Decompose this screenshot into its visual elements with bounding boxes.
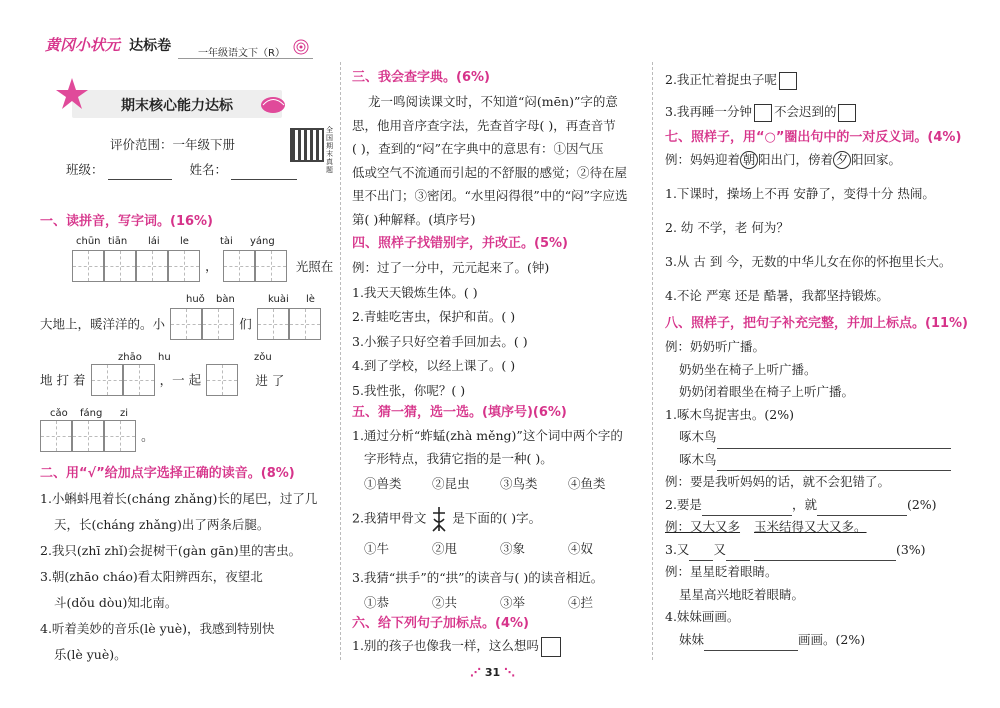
score: (2%)	[906, 496, 937, 512]
option: ④鱼类	[568, 476, 606, 491]
write-box[interactable]	[257, 308, 289, 340]
text: ，一 起	[159, 372, 202, 388]
write-box[interactable]	[206, 364, 238, 396]
pinyin: hu	[158, 352, 171, 363]
question-line: 天，长(cháng zhǎng)出了两条后腿。	[54, 517, 270, 532]
question-line: 1.通过分析“蚱蜢(zhà měng)”这个词中两个字的	[352, 428, 623, 443]
page-number: ⋰ 31 ⋱	[470, 666, 515, 679]
section-8-title: 八、照样子，把句子补充完整，并加上标点。(11%)	[665, 316, 968, 331]
circled-word: 夕	[833, 151, 851, 169]
name-label: 姓名：	[189, 162, 227, 177]
answer-field[interactable]	[817, 499, 907, 516]
answer-prefix: 妹妹	[679, 631, 705, 647]
shell-icon	[290, 38, 312, 56]
answer-field[interactable]	[704, 634, 798, 651]
options-row	[352, 537, 647, 560]
write-box[interactable]	[91, 364, 123, 396]
question-line: 3.小猴子只好空着手回加去。( )	[352, 333, 528, 349]
pinyin: huǒ	[186, 294, 205, 305]
write-box[interactable]	[40, 420, 72, 452]
score: (3%)	[895, 541, 926, 557]
option: ④拦	[568, 595, 594, 610]
brand-logo	[45, 34, 171, 55]
question-line[interactable]: 4.不论 严寒 还是 酷暑，我都坚持锻炼。	[665, 288, 889, 303]
question-line[interactable]: 2. 幼 不学，老 何为？	[665, 220, 789, 235]
answer-line	[665, 426, 965, 449]
oracle-bone-glyph-icon	[430, 505, 448, 533]
pinyin: cǎo	[50, 408, 68, 419]
pinyin: kuài	[268, 294, 289, 305]
write-box[interactable]	[136, 250, 168, 282]
question-line: 第( )种解释。(填序号)	[352, 211, 476, 227]
example-text: 阳回家。	[851, 152, 902, 167]
option: ①牛	[364, 541, 390, 556]
punct-box[interactable]	[838, 104, 856, 122]
option: ①恭	[364, 595, 390, 610]
answer-prefix: 3.又	[665, 541, 690, 557]
question-line: 龙一鸣阅读课文时，不知道“闷(mēn)”字的意	[368, 94, 618, 109]
option: ②甩	[432, 541, 458, 556]
text: 光照在	[295, 258, 334, 274]
answer-prefix: 啄木鸟	[679, 451, 717, 467]
text: 们	[239, 316, 252, 332]
example-line	[665, 516, 965, 539]
example-line: 例：要是我听妈妈的话，就不会犯错了。	[665, 474, 891, 489]
punct-box[interactable]	[754, 104, 772, 122]
page-number-text: 31	[484, 666, 501, 679]
question-line: 字形特点，我猜它指的是一种( )。	[364, 451, 553, 466]
question-line: 1.小蝌蚪甩着长(cháng zhǎng)长的尾巴，过了几	[40, 491, 318, 506]
subject-tab	[178, 44, 313, 59]
question-line: 低或空气不流通而引起的不舒服的感觉；②待在屋	[352, 164, 628, 180]
class-field[interactable]	[108, 165, 172, 180]
question-line: 1.啄木鸟捉害虫。(2%)	[665, 406, 795, 422]
example-line: 例：奶奶听广播。	[665, 339, 766, 354]
question-line: 斗(dǒu dòu)知北南。	[54, 595, 178, 610]
text: 。	[141, 428, 154, 444]
example-line: 星星高兴地眨着眼睛。	[679, 586, 805, 602]
write-box[interactable]	[104, 420, 136, 452]
banner	[72, 90, 282, 118]
text: ，	[205, 258, 218, 274]
answer-prefix: 画画。(2%)	[798, 631, 866, 647]
example-line: 奶奶闭着眼坐在椅子上听广播。	[679, 384, 855, 399]
write-box[interactable]	[72, 420, 104, 452]
section-4-body	[352, 256, 647, 403]
brand-name: 黄冈小状元	[45, 36, 121, 54]
text: 进 了	[255, 372, 285, 388]
pinyin: fáng	[80, 408, 103, 419]
example-text: 阳出门，傍着	[758, 152, 834, 167]
section-7-body	[665, 150, 965, 310]
write-row-2	[40, 308, 321, 340]
pinyin: chūn	[76, 236, 101, 247]
write-box[interactable]	[202, 308, 234, 340]
pinyin: lè	[306, 294, 315, 305]
option: ②昆虫	[432, 476, 470, 491]
question-line: 3.朝(zhāo cháo)看太阳辨西东，夜望北	[40, 569, 263, 584]
pinyin: lái	[148, 236, 160, 247]
question-line	[352, 505, 647, 533]
question-line: 里不出门；③密闭。“水里闷得很”中的“闷”字应选	[352, 188, 628, 203]
question-text: 不会迟到的	[773, 104, 837, 119]
question-line: 思，他用音序查字法，先查首字母( )，再查音节	[352, 117, 616, 133]
question-text: 1.别的孩子也像我一样，这么想吗	[352, 638, 539, 653]
write-box[interactable]	[104, 250, 136, 282]
write-box[interactable]	[289, 308, 321, 340]
example-line: 例：星星眨着眼睛。	[665, 564, 778, 579]
example-text: 例：又大又多	[665, 519, 741, 534]
text: 地 打 着	[40, 372, 86, 388]
question-line: 4.听着美妙的音乐(lè yuè)，我感到特别快	[40, 621, 275, 636]
divider-left	[340, 62, 341, 660]
section-2-body	[40, 486, 330, 668]
write-row-3	[40, 364, 284, 396]
answer-field[interactable]	[689, 544, 713, 561]
example-line: 奶奶坐在椅子上听广播。	[679, 361, 817, 377]
options-row	[352, 591, 647, 614]
answer-field[interactable]	[726, 544, 750, 561]
pinyin: zhāo	[118, 352, 142, 363]
answer-prefix: 啄木鸟	[679, 429, 717, 444]
punct-box[interactable]	[541, 637, 561, 657]
answer-field[interactable]	[702, 499, 792, 516]
question-line: 4.妹妹画画。	[665, 609, 740, 624]
answer-prefix: 又	[713, 541, 726, 557]
section-6-cont	[665, 64, 858, 128]
circled-word: 朝	[740, 151, 758, 169]
section-6-q1	[352, 636, 563, 657]
question-line: 3.我猜“拱手”的“拱”的读音与( )的读音相近。	[352, 570, 604, 585]
options-row	[352, 472, 647, 495]
pinyin: zǒu	[254, 352, 272, 363]
question-line[interactable]: 3.从 古 到 今，无数的中华儿女在你的怀抱里长大。	[665, 254, 952, 269]
write-box[interactable]	[170, 308, 202, 340]
question-line: 1.我天天锻炼生体。( )	[352, 284, 478, 300]
subject-label: 一年级语文下（R）	[198, 48, 285, 59]
example-line: 例：过了一分中，元元起来了。(钟)	[352, 260, 550, 275]
divider-right	[652, 62, 653, 660]
answer-line	[665, 449, 965, 472]
write-box[interactable]	[223, 250, 255, 282]
question-text: 3.我再睡一分钟	[665, 104, 752, 119]
question-line	[665, 64, 858, 96]
pinyin: zi	[120, 408, 129, 419]
conch-icon	[258, 92, 288, 116]
option: ④奴	[568, 541, 594, 556]
series-name: 达标卷	[129, 38, 172, 54]
write-box[interactable]	[255, 250, 287, 282]
answer-line	[665, 539, 965, 562]
text: 大地上，暖洋洋的。小	[40, 316, 166, 332]
section-8-body	[665, 336, 965, 651]
question-line	[665, 96, 858, 128]
question-line: 2.青蛙吃害虫，保护和苗。( )	[352, 309, 516, 324]
question-line: ( )，查到的“闷”在字典中的意思有：①因气压	[352, 141, 604, 156]
section-5-body	[352, 424, 647, 614]
write-row-1	[72, 250, 333, 282]
name-field[interactable]	[231, 165, 297, 180]
question-line: 2.我只(zhī zhǐ)会捉树干(gàn gān)里的害虫。	[40, 543, 302, 558]
option: ③象	[500, 541, 526, 556]
option: ①兽类	[364, 476, 402, 491]
section-3-body	[352, 90, 647, 231]
question-text: 2.我猜甲骨文	[352, 510, 427, 526]
section-4-title: 四、照样子找错别字，并改正。(5%)	[352, 236, 568, 251]
answer-prefix: 2.要是	[665, 496, 702, 512]
qr-code[interactable]	[290, 128, 324, 162]
write-row-4	[40, 420, 154, 452]
example-text: 例：妈妈迎着	[665, 152, 741, 167]
section-3-title: 三、我会查字典。(6%)	[352, 70, 490, 85]
class-label: 班级：	[66, 162, 104, 177]
section-7-title: 七、照样子，用“○”圈出句中的一对反义词。(4%)	[665, 130, 962, 145]
question-line[interactable]: 1.下课时，操场上不再 安静了，变得十分 热闹。	[665, 186, 935, 201]
answer-prefix: ，就	[791, 496, 817, 512]
answer-line	[665, 629, 965, 652]
answer-field[interactable]	[754, 544, 896, 561]
write-box[interactable]	[72, 250, 104, 282]
option: ③举	[500, 595, 526, 610]
example-text: 玉米结得又大又多。	[754, 519, 867, 534]
pinyin: tài	[220, 236, 233, 247]
eval-scope: 评价范围：一年级下册	[110, 137, 236, 152]
write-box[interactable]	[123, 364, 155, 396]
question-line: 4.到了学校，以经上课了。( )	[352, 358, 516, 373]
section-2-title: 二、用“√”给加点字选择正确的读音。(8%)	[40, 466, 295, 481]
pinyin: tiān	[108, 236, 128, 247]
pinyin: le	[180, 236, 189, 247]
option: ②共	[432, 595, 458, 610]
example-line	[665, 150, 965, 180]
question-line: 5.我性张，你呢？( )	[352, 382, 466, 398]
section-1-title: 一、读拼音，写字词。(16%)	[40, 214, 213, 229]
write-box[interactable]	[168, 250, 200, 282]
student-info	[66, 160, 297, 180]
answer-field[interactable]	[717, 432, 951, 449]
option: ③鸟类	[500, 476, 538, 491]
question-text: 2.我正忙着捉虫子呢	[665, 72, 777, 87]
section-6-title: 六、给下列句子加标点。(4%)	[352, 616, 529, 631]
banner-title: 期末核心能力达标	[121, 98, 233, 114]
pinyin: bàn	[216, 294, 235, 305]
answer-field[interactable]	[717, 454, 951, 471]
question-text: 是下面的( )字。	[452, 510, 542, 526]
answer-line	[665, 494, 965, 517]
pinyin: yáng	[250, 236, 275, 247]
section-5-title: 五、猜一猜，选一选。(填序号)(6%)	[352, 405, 567, 420]
punct-box[interactable]	[779, 72, 797, 90]
qr-note: 全国期末真题	[326, 126, 333, 174]
question-line: 乐(lè yuè)。	[54, 647, 127, 662]
